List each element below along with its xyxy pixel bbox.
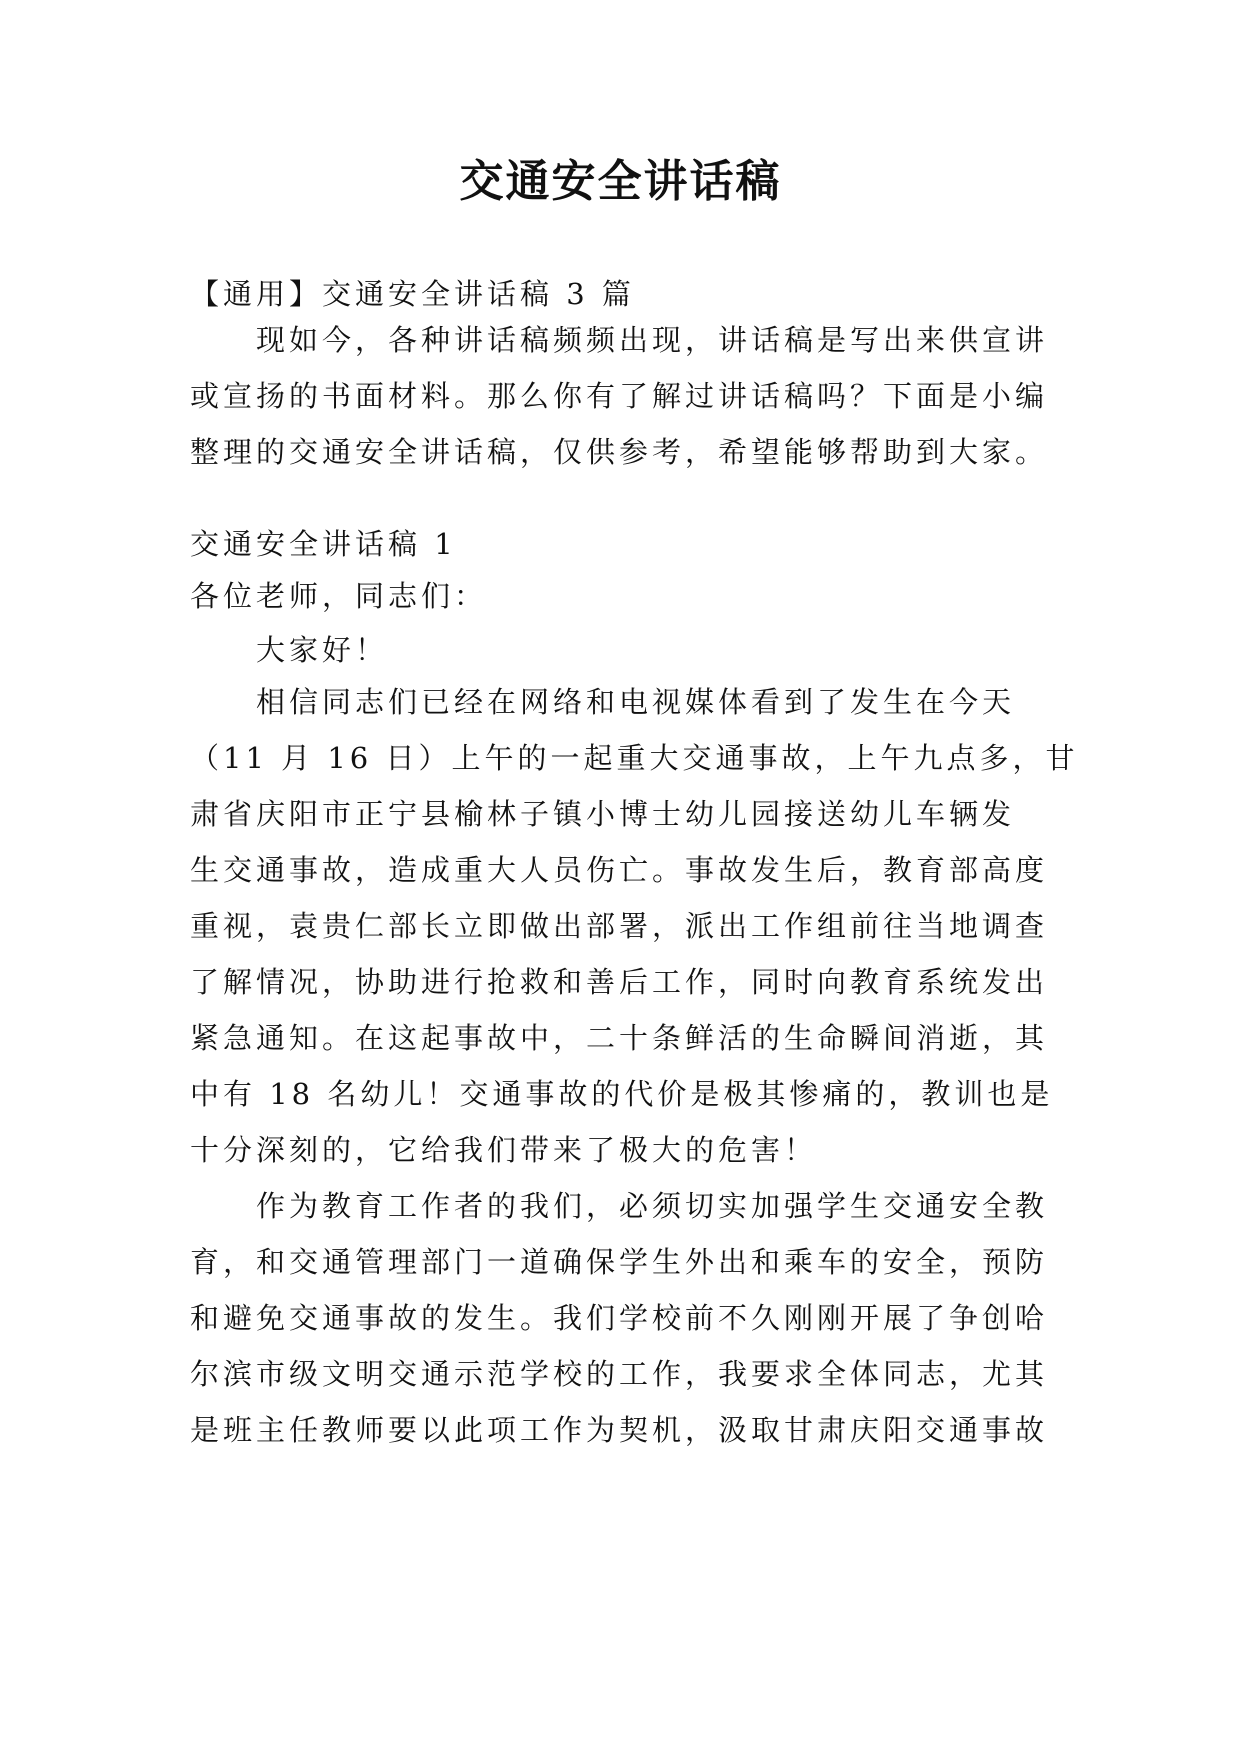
greeting-line: 大家好！ xyxy=(256,633,389,667)
paragraph-line: 和避免交通事故的发生。我们学校前不久刚刚开展了争创哈 xyxy=(190,1301,1049,1335)
paragraph-line: 紧急通知。在这起事故中，二十条鲜活的生命瞬间消逝，其 xyxy=(190,1021,1049,1055)
paragraph-line: 相信同志们已经在网络和电视媒体看到了发生在今天 xyxy=(256,685,1016,719)
intro-line: 或宣扬的书面材料。那么你有了解过讲话稿吗？下面是小编 xyxy=(190,379,1049,413)
salutation xyxy=(190,568,1060,624)
intro-paragraph xyxy=(190,312,1060,480)
document-title: 交通安全讲话稿 xyxy=(459,156,782,207)
paragraph-line: 是班主任教师要以此项工作为契机，汲取甘肃庆阳交通事故 xyxy=(190,1413,1049,1447)
paragraph-2 xyxy=(190,1178,1060,1458)
paragraph-line: 生交通事故，造成重大人员伤亡。事故发生后，教育部高度 xyxy=(190,853,1049,887)
subtitle-line: 【通用】交通安全讲话稿 3 篇 xyxy=(190,277,635,311)
paragraph-line: 肃省庆阳市正宁县榆林子镇小博士幼儿园接送幼儿车辆发 xyxy=(190,797,1016,831)
paragraph-line: 作为教育工作者的我们，必须切实加强学生交通安全教 xyxy=(256,1189,1049,1223)
paragraph-line: 重视，袁贵仁部长立即做出部署，派出工作组前往当地调查 xyxy=(190,909,1049,943)
paragraph-line: 尔滨市级文明交通示范学校的工作，我要求全体同志，尤其 xyxy=(190,1357,1049,1391)
paragraph-line: （11 月 16 日）上午的一起重大交通事故，上午九点多，甘 xyxy=(190,741,1079,775)
section-heading xyxy=(190,516,1060,572)
paragraph-1 xyxy=(190,674,1079,1178)
greeting xyxy=(190,622,1060,678)
paragraph-line: 十分深刻的，它给我们带来了极大的危害！ xyxy=(190,1133,818,1167)
paragraph-line: 了解情况，协助进行抢救和善后工作，同时向教育系统发出 xyxy=(190,965,1049,999)
salutation-line: 各位老师，同志们： xyxy=(190,579,488,613)
intro-line: 现如今，各种讲话稿频频出现，讲话稿是写出来供宣讲 xyxy=(256,323,1049,357)
paragraph-line: 育，和交通管理部门一道确保学生外出和乘车的安全，预防 xyxy=(190,1245,1049,1279)
section-heading-line: 交通安全讲话稿 1 xyxy=(190,527,457,561)
paragraph-line: 中有 18 名幼儿！交通事故的代价是极其惨痛的，教训也是 xyxy=(190,1077,1054,1111)
intro-line: 整理的交通安全讲话稿，仅供参考，希望能够帮助到大家。 xyxy=(190,435,1049,469)
